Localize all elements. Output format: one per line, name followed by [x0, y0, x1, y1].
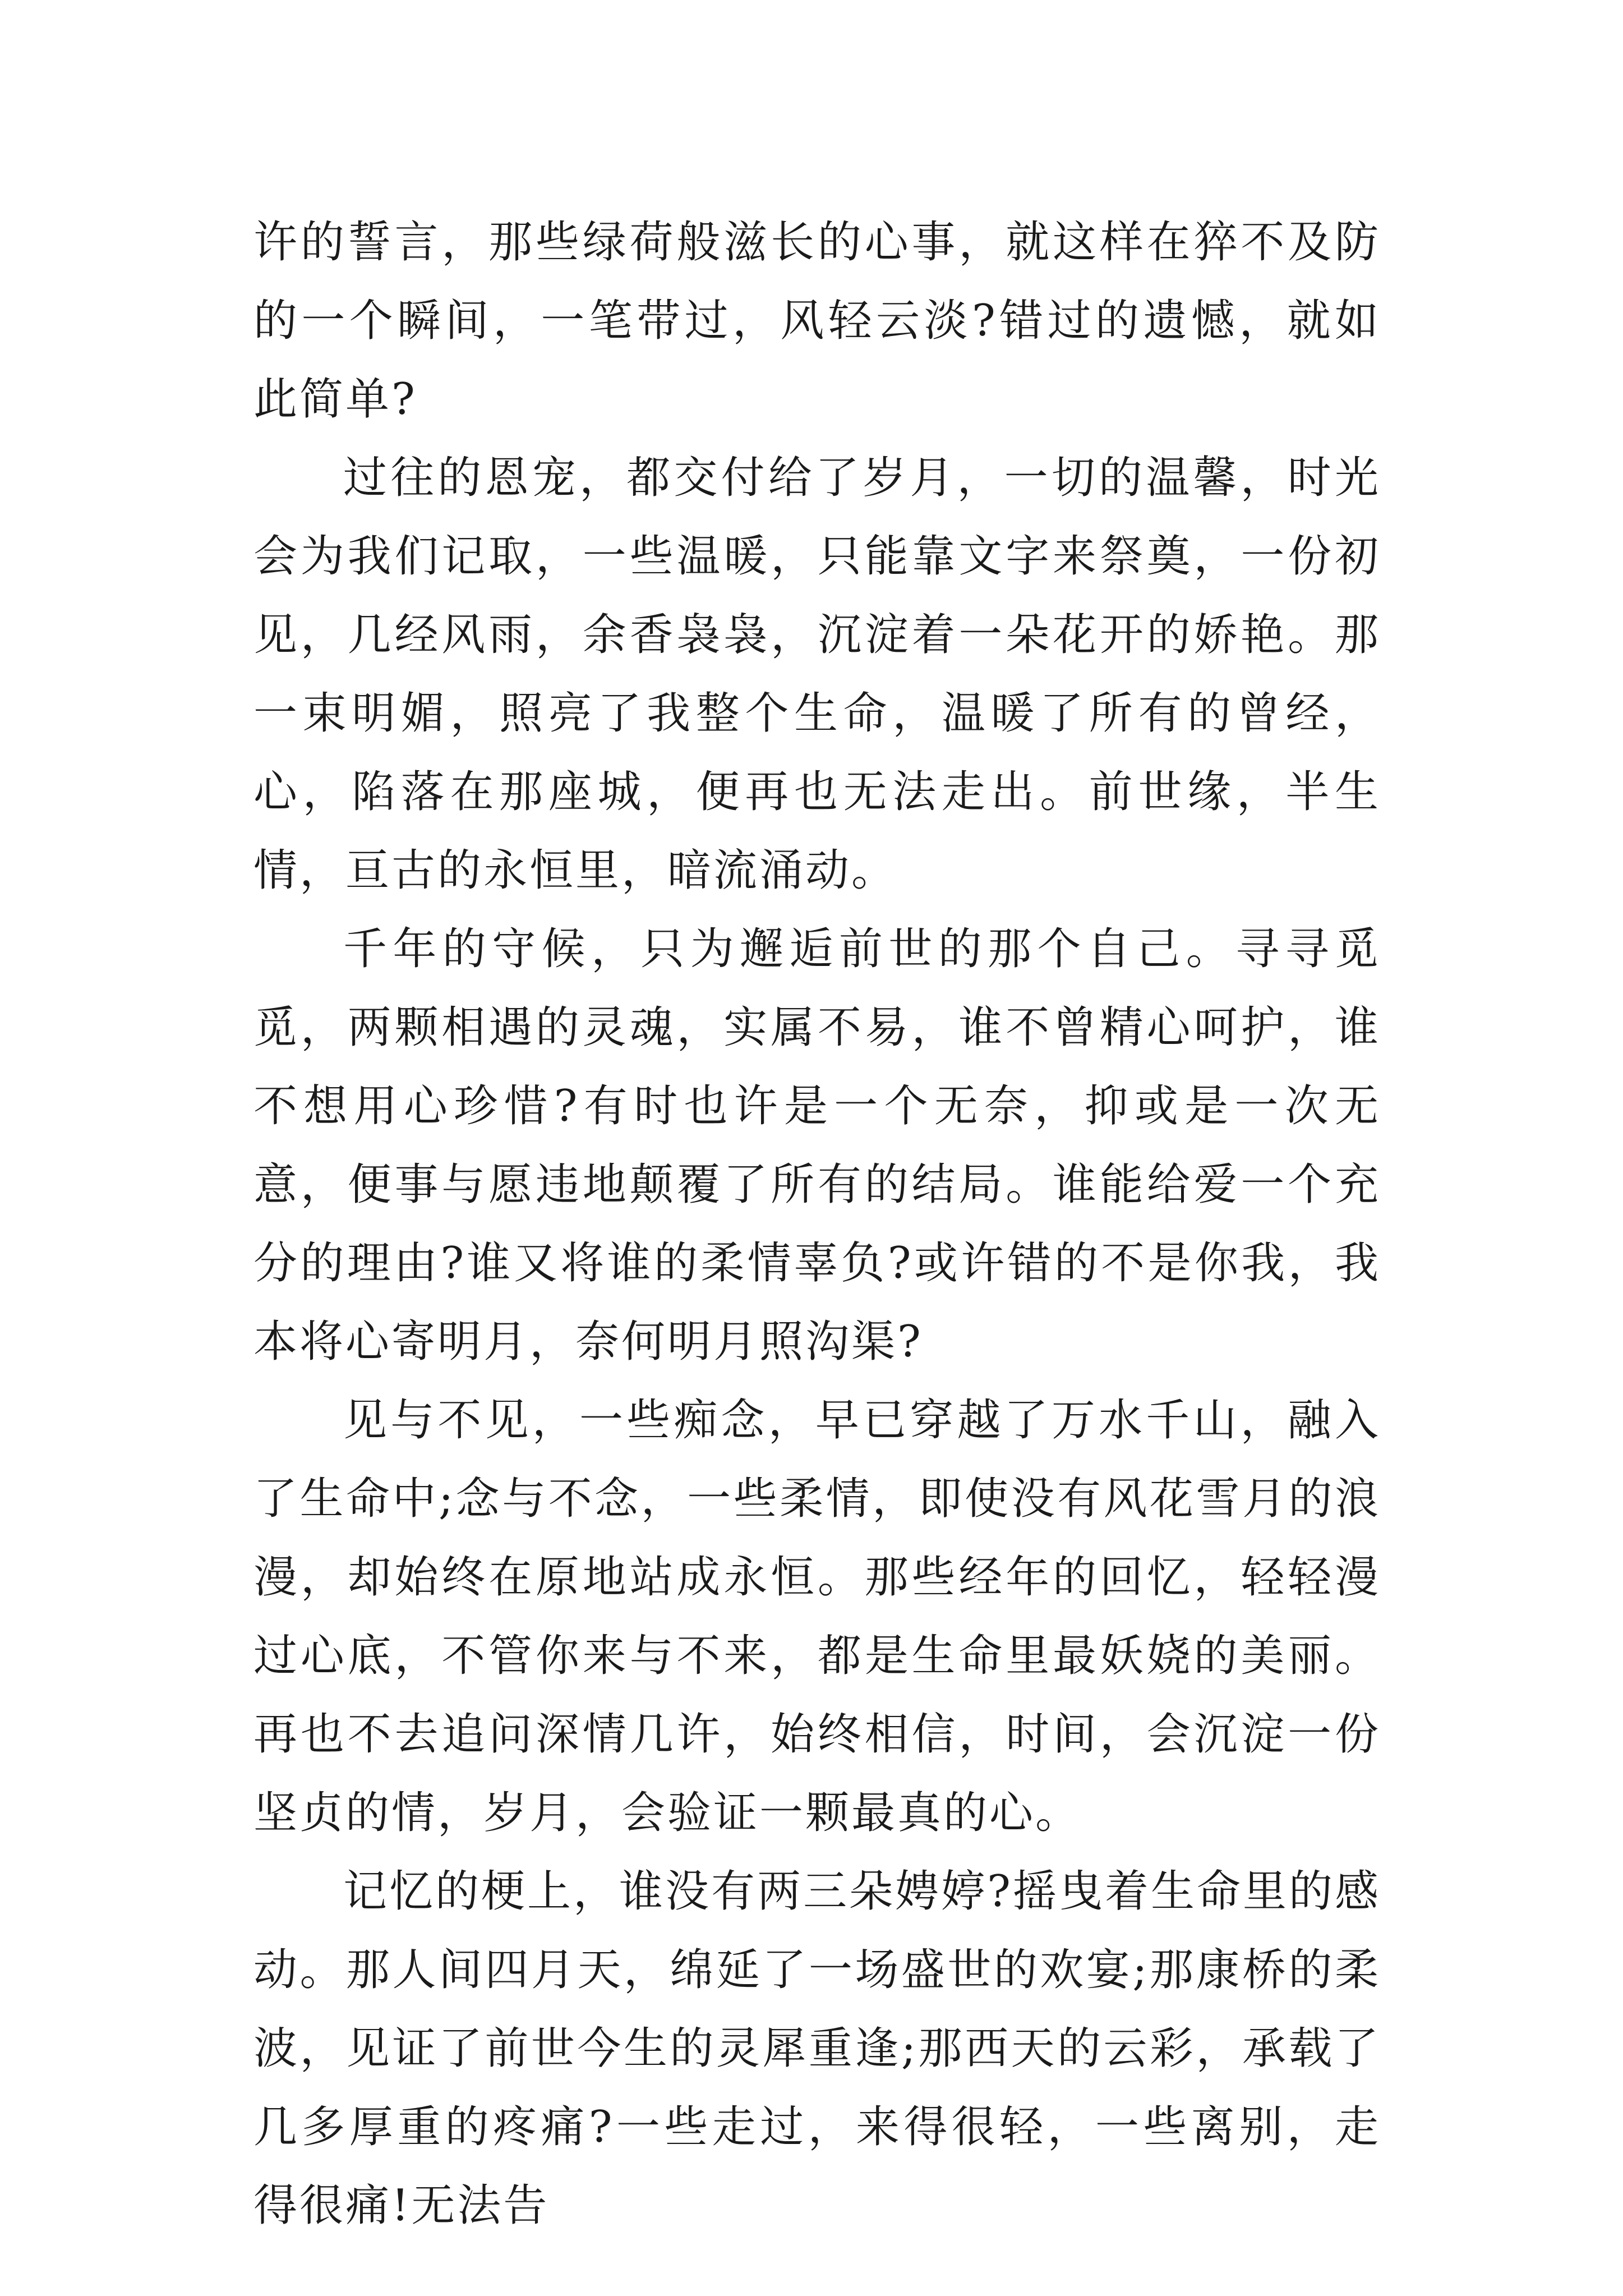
paragraph-3: 千年的守候，只为邂逅前世的那个自己。寻寻觅觅，两颗相遇的灵魂，实属不易，谁不曾精心呵护，谁不想用心珍惜?有时也许是一个无奈，抑或是一次无意，便事与愿违地颠覆了所有的结局。谁能给爱一个充分的理由?谁又将谁的柔情辜负?或许错的不是你我，我本将心寄明月，奈何明月照沟渠?	[253, 924, 1381, 1367]
paragraph-4: 见与不见，一些痴念，早已穿越了万水千山，融入了生命中;念与不念，一些柔情，即使没有风花雪月的浪漫，却始终在原地站成永恒。那些经年的回忆，轻轻漫过心底，不管你来与不来，都是生命里最妖娆的美丽。再也不去追问深情几许，始终相信，时间，会沉淀一份坚贞的情，岁月，会验证一颗最真的心。	[253, 1395, 1381, 1838]
paragraph-5: 记忆的梗上，谁没有两三朵娉婷?摇曳着生命里的感动。那人间四月天，绵延了一场盛世的欢宴;那康桥的柔波，见证了前世今生的灵犀重逢;那西天的云彩，承载了几多厚重的疼痛?一些走过，来得很轻，一些离别，走得很痛!无法告	[253, 1866, 1381, 2231]
paragraph-2: 过往的恩宠，都交付给了岁月，一切的温馨，时光会为我们记取，一些温暖，只能靠文字来祭奠，一份初见，几经风雨，余香袅袅，沉淀着一朵花开的娇艳。那一束明媚，照亮了我整个生命，温暖了所有的曾经，心，陷落在那座城，便再也无法走出。前世缘，半生情，亘古的永恒里，暗流涌动。	[253, 453, 1381, 896]
article-body	[253, 203, 1381, 2245]
paragraph-1: 许的誓言，那些绿荷般滋长的心事，就这样在猝不及防的一个瞬间，一笔带过，风轻云淡?错过的遗憾，就如此简单?	[253, 217, 1381, 425]
